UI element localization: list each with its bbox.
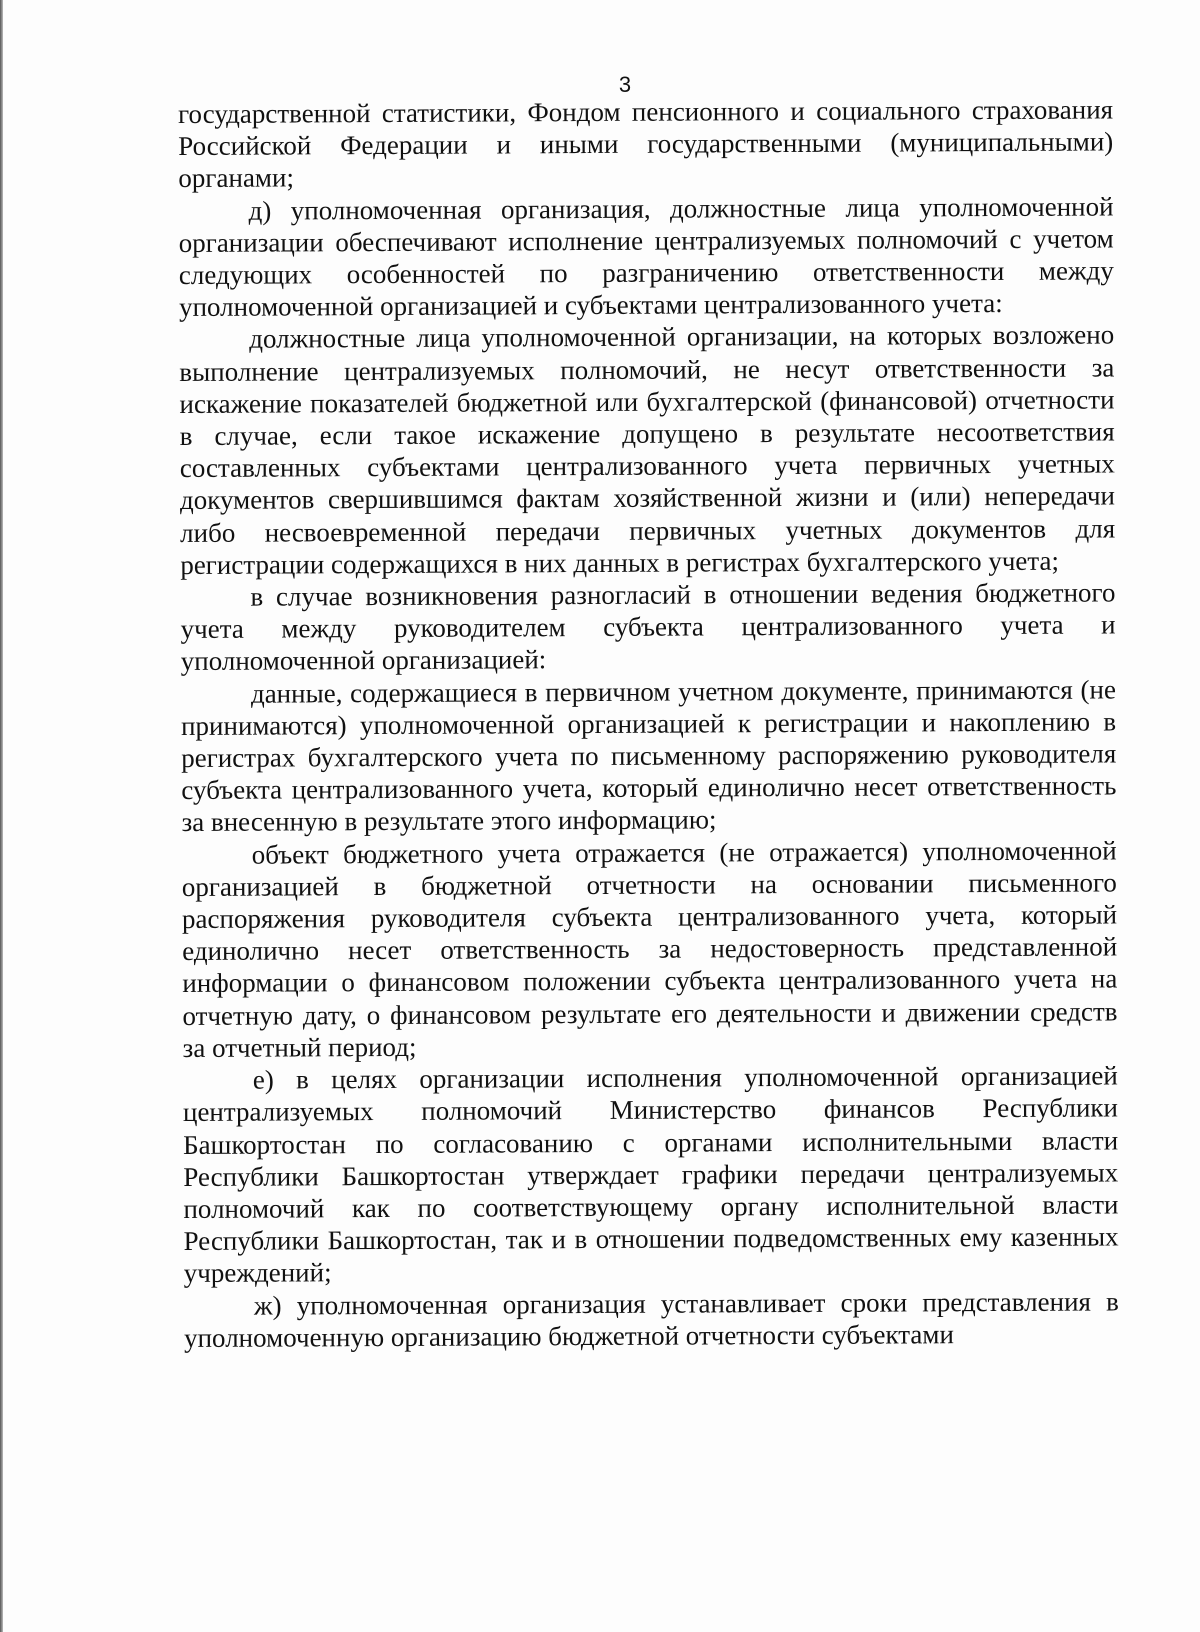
paragraph-disagreements: в случае возникновения разногласий в отношении ведения бюджетного учета между руководителем субъекта централизованного учета и уполномоченной организацией: [180, 577, 1116, 677]
paragraph-primary-document-data: данные, содержащиеся в первичном учетном документе, принимаются (не принимаются) уполномоченной организацией к регистрации и накоплению в регистрах бухгалтерского учета по письменному распоряжению руководителя субъекта централизованного учета, который единолично несет ответственность за внесенную в результате этого информацию; [180, 674, 1117, 838]
page-number: 3 [618, 72, 632, 97]
paragraph-continuation: государственной статистики, Фондом пенсионного и социального страхования Российской Федерации и иными государственными (муниципальными) органами; [178, 94, 1114, 194]
document-body [178, 93, 1119, 1353]
paragraph-d: д) уполномоченная организация, должностные лица уполномоченной организации обеспечивают исполнение централизуемых полномочий с учетом следующих особенностей по разграничению ответственности между уполномоченной организацией и субъектами централизованного учета: [178, 191, 1114, 323]
scan-edge [0, 0, 3, 1632]
paragraph-e: е) в целях организации исполнения уполномоченной организацией централизуемых полномочий Министерство финансов Республики Башкортостан по согласованию с органами исполнительными власти Республики Башкортостан утверждает графики передачи централизуемых полномочий как по соответствующему органу исполнительной власти Республики Башкортостан, так и в отношении подведомственных ему казенных учреждений; [182, 1060, 1119, 1289]
paragraph-accounting-object: объект бюджетного учета отражается (не отражается) уполномоченной организацией в бюджетной отчетности на основании письменного распоряжения руководителя субъекта централизованного учета, который единолично несет ответственность за недостоверность представленной информации о финансовом положении субъекта централизованного учета на отчетную дату, о финансовом результате его деятельности и движении средств за отчетный период; [181, 835, 1118, 1063]
paragraph-zh: ж) уполномоченная организация устанавливает сроки представления в уполномоченную организацию бюджетной отчетности субъектами [183, 1285, 1119, 1353]
paragraph-officials-liability: должностные лица уполномоченной организации, на которых возложено выполнение централизуемых полномочий, не несут ответственности за искажение показателей бюджетной или бухгалтерской (финансовой) отчетности в случае, если такое искажение допущено в результате несоответствия составленных субъектами централизованного учета первичных учетных документов свершившимся фактам хозяйственной жизни и (или) непередачи либо несвоевременной передачи первичных учетных документов для регистрации содержащихся в них данных в регистрах бухгалтерского учета; [179, 319, 1116, 580]
